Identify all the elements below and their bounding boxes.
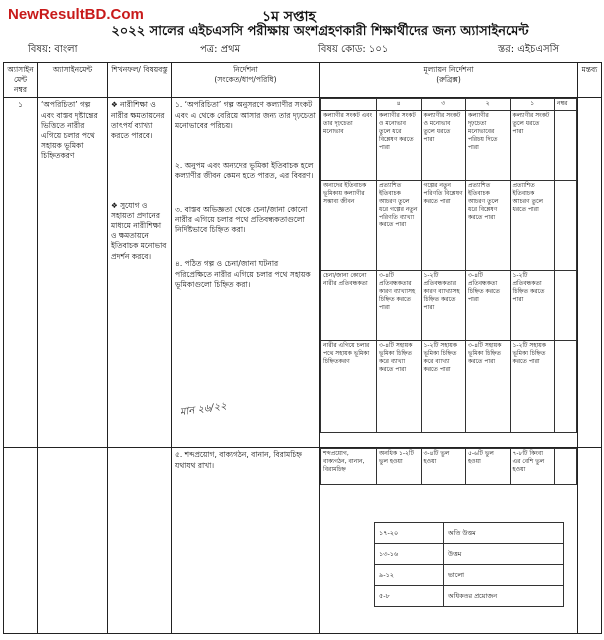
rubric-cell-text: চেনা/জানা কোনো নারীর প্রতিবন্ধকতা <box>321 271 377 341</box>
grade-row <box>375 565 564 586</box>
rubric-cell-text: ১-২টি সহায়ক ভূমিকা চিহ্নিত করতে পারা <box>510 341 555 433</box>
rubric-header-cell: ৪ <box>377 99 422 111</box>
subject-code-label: বিষয় কোড: ১০১ <box>318 44 389 55</box>
rubric-cell-text: ৩-৪টি প্রতিবন্ধকতা চিহ্নিত করতে পারা <box>466 271 511 341</box>
rubric-cell-text: নারীর এগিয়ে চলার পথে সহায়ক ভূমিকা চিহ্নিতকরণ <box>321 341 377 433</box>
rubric-header-cell: ৩ <box>421 99 466 111</box>
week-label: ১ম সপ্তাহ <box>262 9 316 25</box>
rubric-cell-text <box>555 111 577 181</box>
rubric-cell-text: অন্যদের ইতিবাচক ভূমিকায় কল্যাণীর সম্ভাব্য জীবন <box>321 181 377 271</box>
col-learning: শিখনফল/ বিষয়বস্তু <box>108 63 172 98</box>
remarks-cell <box>578 98 602 448</box>
grade-label: উত্তম <box>444 544 564 565</box>
rubric-row <box>321 341 577 433</box>
grade-label: অতি উত্তম <box>444 523 564 544</box>
rubric-cell-text: ৩-৪টি প্রতিবন্ধকতার কারণ ব্যাখ্যাসহ চিহ্নিত করতে পারা <box>377 271 422 341</box>
grade-range: ৯-১২ <box>375 565 444 586</box>
rubric-table <box>320 448 577 485</box>
grade-range: ১৩-১৬ <box>375 544 444 565</box>
col-evaluation <box>320 63 578 98</box>
col-assignment: অ্যাসাইনমেন্ট <box>38 63 108 98</box>
rubric-row <box>321 449 577 485</box>
instruction-item: ২. অনুপম এবং অন্যদের ভূমিকা ইতিবাচক হলে কল্যাণীর জীবন কেমন হতে পারত, এর বিবরণ। <box>175 160 314 180</box>
instruction-item: ১. ‘অপরিচিতা’ গল্প অনুসরণে কল্যাণীর সংকট এবং এ থেকে বেরিয়ে আসার জন্য তার দৃঢ়চেতা মনোভাবের পরিচয়। <box>175 100 316 130</box>
col-evaluation-sub: (রুব্রিক্স) <box>436 75 461 85</box>
empty-cell <box>108 448 172 634</box>
rubric-cell-text: ১-২টি প্রতিবন্ধকতা চিহ্নিত করতে পারা <box>510 271 555 341</box>
rubric-cell-text: ১-২টি প্রতিবন্ধকতার কারণ ব্যাখ্যাসহ চিহ্নিত করতে পারা <box>421 271 466 341</box>
rubric-cell <box>320 98 578 448</box>
grade-table <box>374 522 564 607</box>
col-instructions <box>172 63 320 98</box>
rubric-cell-text: প্রত্যাশিত ইতিবাচক আচরণ তুলে ধরতে পারা <box>510 181 555 271</box>
learning-item: ❖ নারীশিক্ষা ও নারীর ক্ষমতায়নের তাৎপর্য ব্যাখ্যা করতে পারবে। <box>111 100 165 140</box>
rubric-cell-text: কল্যাণীর দৃঢ়চেতা মনোভাবের পরিচয় দিতে পারা <box>466 111 511 181</box>
rubric-header-row <box>321 99 577 111</box>
rubric-cell-text: ৫-৬টি ভুল হওয়া <box>466 449 511 485</box>
rubric-cell-text: প্রত্যাশিত ইতিবাচক আচরণ তুলে ধরে বিশ্লেষণ করতে পারা <box>466 181 511 271</box>
learning-item: ❖ সুযোগ ও সহায়তা প্রদানের মাধ্যমে নারীশিক্ষা ও ক্ষমতায়নে ইতিবাচক মনোভাব প্রদর্শন করবে। <box>111 200 167 261</box>
site-brand: NewResultBD.Com <box>8 6 144 23</box>
instruction-item: ৫. শব্দপ্রয়োগ, বাক্যগঠন, বানান, বিরামচিহ্ন যথাযথ রাখা। <box>172 448 320 634</box>
rubric-cell-text: ৩-৪টি সহায়ক ভূমিকা চিহ্নিত করতে পারা <box>466 341 511 433</box>
instruction-item: ৪. পঠিত গল্প ও চেনা/জানা ঘটনার পরিপ্রেক্ষিতে নারীর এগিয়ে চলার পথে সহায়ক ভূমিকাগুলো চিহ্নিত করা। <box>175 259 311 289</box>
col-remarks: মন্তব্য <box>578 63 602 98</box>
grade-row <box>375 523 564 544</box>
rubric-cell-text: ৩-৪টি সহায়ক ভূমিকা চিহ্নিত করে ব্যাখ্যা করতে পারা <box>377 341 422 433</box>
rubric-cell-text: কল্যাণীর সংকট তুলে ধরতে পারা <box>510 111 555 181</box>
rubric-cell-text: শব্দপ্রয়োগ, বাক্যগঠন, বানান, বিরামচিহ্ন <box>321 449 377 485</box>
instruction-item: ৩. বাস্তব অভিজ্ঞতা থেকে চেনা/জানা কোনো নারীর এগিয়ে চলার পথে প্রতিবন্ধকতাগুলো নির্দিষ্টভাবে চিহ্নিত করা। <box>175 205 308 235</box>
rubric-cell-text <box>555 271 577 341</box>
subject-label: বিষয়: বাংলা <box>28 44 78 55</box>
rubric-cell-text: গল্পের নতুন পরিণতি বিশ্লেষণ করতে পারা <box>421 181 466 271</box>
empty-cell <box>4 448 38 634</box>
grade-label: ভালো <box>444 565 564 586</box>
rubric-cell-text: কল্যাণীর সংকট ও মনোভাব তুলে ধরে বিশ্লেষণ করতে পারা <box>377 111 422 181</box>
grade-label: অধিকতর প্রয়োজন <box>444 586 564 607</box>
grade-row <box>375 586 564 607</box>
table-header-row <box>4 63 602 98</box>
rubric-header-cell: ২ <box>466 99 511 111</box>
rubric-cell-text: প্রত্যাশিত ইতিবাচক আচরণ তুলে ধরে গল্পের নতুন পরিণতি ব্যাখ্যা করতে পারা <box>377 181 422 271</box>
col-instructions-sub: (সংকেত/ধাপ/পরিধি) <box>214 75 277 85</box>
rubric-cell-text <box>555 181 577 271</box>
rubric-cell-text <box>555 341 577 433</box>
paper-label: পত্র: প্রথম <box>200 44 241 55</box>
col-assignment-no: অ্যাসাইন মেন্ট নম্বর <box>4 63 38 98</box>
rubric-cell-text: কল্যাণীর সংকট ও মনোভাব তুলে ধরতে পারা <box>421 111 466 181</box>
rubric-cell-text: অনধিক ১-২টি ভুল হওয়া <box>377 449 422 485</box>
grade-range: ১৭-২০ <box>375 523 444 544</box>
rubric-row <box>321 181 577 271</box>
table-row <box>4 98 602 448</box>
rubric-cell-text: ১-২টি সহায়ক ভূমিকা চিহ্নিত করে ব্যাখ্যা করতে পারা <box>421 341 466 433</box>
rubric-cell-text: কল্যাণীর সংকট এবং তার দৃঢ়চেতা মনোভাব <box>321 111 377 181</box>
grade-row <box>375 544 564 565</box>
assignment-text: ‘অপরিচিতা’ গল্প এবং বাস্তব দৃষ্টান্তের ভিত্তিতে নারীর এগিয়ে চলার পথে সহায়ক ভূমিকা চিহ্নিতকরণ <box>38 98 108 448</box>
rubric-row <box>321 111 577 181</box>
remarks-cell <box>578 448 602 634</box>
instructions-list <box>172 98 320 448</box>
rubric-header-cell: ১ <box>510 99 555 111</box>
rubric-table <box>320 98 577 433</box>
page-title: ২০২২ সালের এইচএসসি পরীক্ষায় অংশগ্রহণকারী শিক্ষার্থীদের জন্য অ্যাসাইনমেন্ট <box>111 24 529 39</box>
col-instructions-title: নির্দেশনা <box>233 65 258 74</box>
rubric-cell-text <box>555 449 577 485</box>
assignment-number: ১ <box>4 98 38 448</box>
rubric-header-cell: নম্বর <box>555 99 577 111</box>
rubric-header-cell <box>321 99 377 111</box>
signature: মান ২৬/২২ <box>179 400 228 419</box>
learning-outcomes <box>108 98 172 448</box>
grade-range: ৫-৮ <box>375 586 444 607</box>
empty-cell <box>38 448 108 634</box>
rubric-cell-text: ৩-৪টি ভুল হওয়া <box>421 449 466 485</box>
rubric-cell-text: ৭-৮টি কিংবা এর বেশি ভুল হওয়া <box>510 449 555 485</box>
col-evaluation-title: মূল্যায়ন নির্দেশনা <box>423 65 474 74</box>
rubric-row <box>321 271 577 341</box>
level-label: স্তর: এইচএসসি <box>498 44 560 55</box>
